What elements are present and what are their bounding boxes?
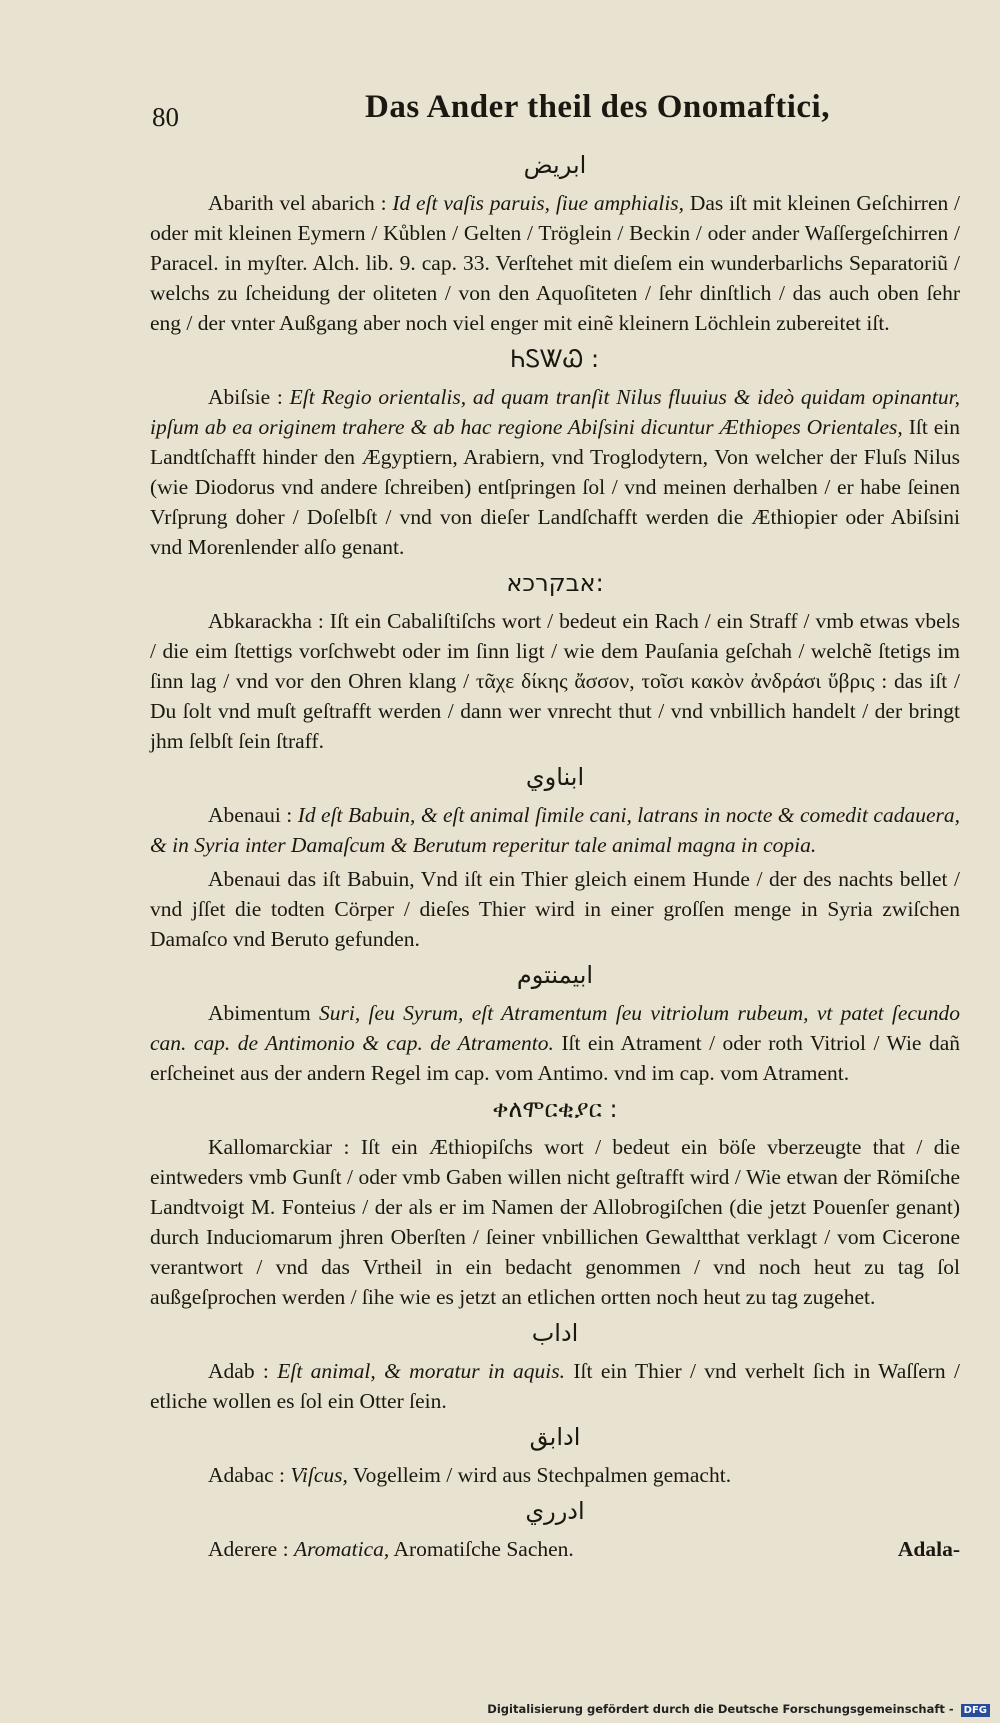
entry-term: Abenaui : bbox=[208, 803, 293, 827]
dfg-logo: DFG bbox=[961, 1704, 990, 1717]
entry-term: Adabac : bbox=[208, 1463, 286, 1487]
entry-german: Iſt ein Atrament / oder roth Vitriol / Wie dañ erſcheinet aus der andern Regel im cap. vom Antimo. vnd im cap. vom Atrament. bbox=[150, 1031, 960, 1085]
script-heading: ابناوي bbox=[525, 763, 585, 791]
entry-term: Abarith vel abarich : bbox=[208, 191, 387, 215]
entry-latin: Id eſt Babuin, & eſt animal ſimile cani, latrans in nocte & comedit cadauera, & in Syria inter Damaſcum & Berutum reperitur tale animal magna in copia. bbox=[150, 803, 961, 857]
entry-abenaui bbox=[150, 800, 960, 860]
script-heading: اداب bbox=[531, 1319, 579, 1347]
page-header bbox=[150, 90, 960, 146]
page-number: 80 bbox=[152, 102, 179, 132]
entry-german: Iſt ein Landtſchafft hinder den Ægyptiern, Arabiern, vnd Troglodytern, Von welcher der Fluſs Nilus (wie Diodorus vnd andere ſchreiben) entſpringen ſol / vnd meinen derhalben / er habe ſeinen Vrſprung doher / Doſelbſt / vnd von dieſer Landſchafft werden die Æthiopier oder Abiſsini vnd Morenlender alſo genant. bbox=[150, 415, 961, 559]
entry-german: Iſt ein Thier / vnd verhelt ſich in Waſſern / etliche wollen es ſol ein Otter ſein. bbox=[150, 1359, 960, 1413]
entry-term: Abiſsie : bbox=[208, 385, 283, 409]
entry-term: Adab : bbox=[208, 1359, 269, 1383]
digitization-credit bbox=[487, 1702, 990, 1717]
credit-text: Digitalisierung gefördert durch die Deutsche Forschungsgemeinschaft - bbox=[487, 1702, 954, 1716]
entry-abenaui-german bbox=[150, 864, 960, 954]
script-heading: ቀለሞርቂያር : bbox=[492, 1095, 618, 1123]
entry-abissie bbox=[150, 382, 960, 562]
entry-term: Abimentum bbox=[208, 1001, 311, 1025]
script-heading: אבקרכא: bbox=[506, 569, 604, 597]
entry-german: Iſt ein Æthiopiſchs wort / bedeut ein böſe vberzeugte that / die eintweders vmb Gunſt / oder vmb Gaben willen nicht geſtrafft wird / Wie etwan der Römiſche Landtvoigt M. Fonteius / der als er im Namen der Allobrogiſchen (die jetzt Pouenſer genant) durch Induciomarum jhren Oberſten / ſeiner vnbillichen Gewaltthat verklagt / vom Cicerone verantwort / vnd das Vrtheil in ein bedacht genommen / vnd noch heut zu tag ſol außgeſprochen werden / ſihe wie es jetzt an etlichen ortten noch heut zu tag zugehet. bbox=[150, 1135, 960, 1309]
entry-latin: Viſcus, bbox=[290, 1463, 348, 1487]
entry-latin: Eſt animal, & moratur in aquis. bbox=[277, 1359, 566, 1383]
script-heading: ابريض bbox=[523, 151, 587, 179]
catchword: Adala- bbox=[897, 1537, 960, 1561]
entry-adabac bbox=[150, 1460, 960, 1490]
entry-adab bbox=[150, 1356, 960, 1416]
entry-german: Vogelleim / wird aus Stechpalmen gemacht. bbox=[352, 1463, 732, 1487]
page-content bbox=[150, 90, 960, 1568]
entry-german: Das iſt mit kleinen Geſchirren / oder mit kleinen Eymern / Kůblen / Gelten / Tröglein / Beckin / oder ander Waſſergeſchirren / Paracel. in myſter. Alch. lib. 9. cap. 33. Verſtehet mit dieſem ein wunderbarlichs Separatoriũ / welchs zu ſcheidung der oliteten / von den Aquoſiteten / ſehr dinſtlich / das auch oben ſehr eng / der vnter Außgang aber noch viel enger mit einẽ kleinern Löchlein zubereitet iſt. bbox=[150, 191, 961, 335]
running-head: Das Ander theil des Onomaftici, bbox=[365, 89, 830, 125]
entry-term: Aderere : bbox=[208, 1537, 289, 1561]
script-heading: ادرري bbox=[525, 1497, 585, 1525]
entry-latin: Suri, ſeu Syrum, eſt Atramentum ſeu vitriolum rubeum, vt patet ſecundo can. cap. de Antimonio & cap. de Atramento. bbox=[150, 1001, 960, 1055]
entry-german: Iſt ein Cabaliſtiſchs wort / bedeut ein Rach / ein Straff / vmb etwas vbels / die eim ſtettigs vorſchwebt oder im ſinn ligt / wie dem Pauſania geſchah / welchẽ ſtetigs im ſinn lag / vnd vor den Ohren klang / τᾶχε δίκης ἄσσον, τοῖσι κακὸν ἀνδράσι ὕβρις : das iſt / Du ſolt vnd muſt geſtrafft werden / dann wer vnrecht thut / vnd vnbillich handelt / der bringt jhm ſelbſt ſein ſtraff. bbox=[150, 609, 960, 753]
entry-latin: Eſt Regio orientalis, ad quam tranſit Nilus fluuius & ideò quidam opinantur, ipſum ab ea originem trahere & ab hac regione Abiſsini dicuntur Æthiopes Orientales, bbox=[150, 385, 960, 439]
entry-german: Aromatiſche Sachen. bbox=[393, 1537, 574, 1561]
entry-term: Kallomarckiar : bbox=[208, 1135, 350, 1159]
entry-abarith bbox=[150, 188, 960, 338]
entry-latin: Id eſt vaſis paruis, ſiue amphialis, bbox=[392, 191, 685, 215]
script-heading: ابيمنتوم bbox=[516, 961, 594, 989]
entry-aderere bbox=[150, 1534, 960, 1564]
entry-term: Abkarackha : bbox=[208, 609, 324, 633]
script-heading: ادابق bbox=[529, 1423, 581, 1451]
entry-german: Abenaui das iſt Babuin, Vnd iſt ein Thier gleich einem Hunde / der des nachts bellet / vnd jſſet die todten Cörper / dieſes Thier wird in einer groſſen menge in Syria zwiſchen Damaſco vnd Beruto gefunden. bbox=[150, 867, 960, 951]
entry-latin: Aromatica, bbox=[293, 1537, 390, 1561]
script-heading: ᏂᏚᏔᏇ : bbox=[510, 345, 600, 373]
entry-abkarackha bbox=[150, 606, 960, 756]
entry-kallomarckiar bbox=[150, 1132, 960, 1312]
entry-abimentum bbox=[150, 998, 960, 1088]
